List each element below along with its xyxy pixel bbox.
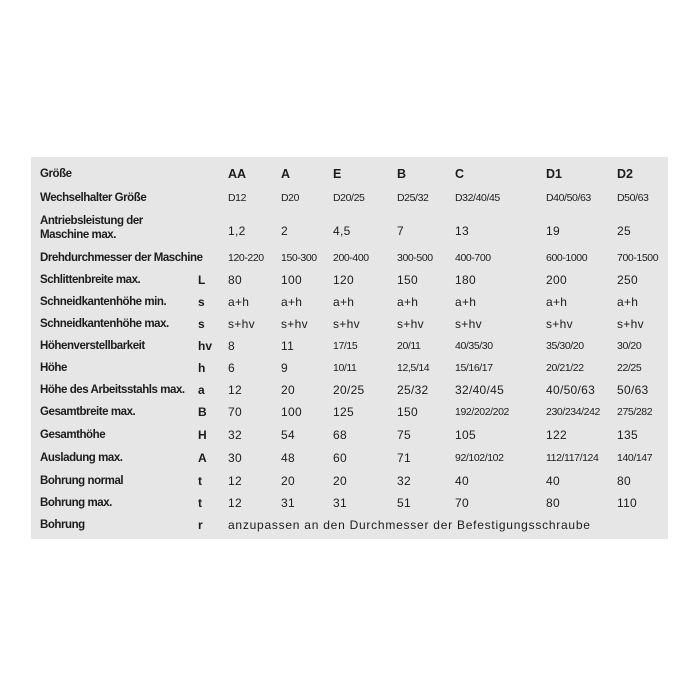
- header-label: Größe: [40, 168, 72, 180]
- row-label: Schlittenbreite max.: [40, 274, 141, 286]
- table-row: [31, 335, 668, 357]
- row-label: Bohrung max.: [40, 497, 112, 509]
- value-cell: 80: [617, 474, 631, 488]
- table-row: [31, 357, 668, 379]
- value-cell: 19: [546, 224, 560, 238]
- row-symbol: a: [198, 383, 205, 397]
- value-cell: s+hv: [617, 317, 644, 331]
- value-cell: 11: [281, 339, 295, 353]
- row-symbol: s: [198, 317, 205, 331]
- row-label: Bohrung: [40, 519, 85, 531]
- header-size-aa: AA: [228, 167, 247, 181]
- value-cell: 40/50/63: [546, 383, 596, 397]
- value-cell: 35/30/20: [546, 340, 584, 352]
- value-cell: 300-500: [397, 252, 433, 264]
- row-label: Gesamtbreite max.: [40, 406, 136, 418]
- value-cell: s+hv: [455, 317, 482, 331]
- value-cell: 122: [546, 428, 567, 442]
- row-label: Drehdurchmesser der Maschine: [40, 252, 203, 264]
- table-row: [31, 291, 668, 313]
- value-cell: a+h: [228, 295, 250, 309]
- value-cell: s+hv: [281, 317, 308, 331]
- header-size-a: A: [281, 167, 291, 181]
- value-cell: 120-220: [228, 252, 264, 264]
- table-row: [31, 213, 668, 245]
- value-cell: D12: [228, 192, 247, 204]
- value-cell: 8: [228, 339, 235, 353]
- value-cell: D40/50/63: [546, 192, 591, 204]
- header-size-c: C: [455, 167, 465, 181]
- value-cell: 180: [455, 273, 476, 287]
- value-cell: 12: [228, 474, 242, 488]
- value-cell: 32: [228, 428, 242, 442]
- row-label: Höhe des Arbeitsstahls max.: [40, 384, 185, 396]
- value-cell: 13: [455, 224, 469, 238]
- value-cell: 51: [397, 496, 411, 510]
- value-cell: s+hv: [228, 317, 255, 331]
- value-cell: 70: [455, 496, 469, 510]
- value-cell: 30: [228, 451, 242, 465]
- value-cell: D25/32: [397, 192, 429, 204]
- table-row: [31, 447, 668, 469]
- row-symbol: s: [198, 295, 205, 309]
- value-cell: a+h: [333, 295, 355, 309]
- row-symbol: L: [198, 273, 206, 287]
- row-label: Wechselhalter Größe: [40, 192, 147, 204]
- value-cell: 125: [333, 405, 354, 419]
- value-cell: 32/40/45: [455, 383, 505, 397]
- value-cell: 9: [281, 361, 288, 375]
- header-size-b: B: [397, 167, 407, 181]
- table-row: [31, 514, 668, 536]
- value-cell: 50/63: [617, 383, 649, 397]
- spanning-note: anzupassen an den Durchmesser der Befestigungsschraube: [228, 518, 591, 532]
- table-row: [31, 247, 668, 269]
- table-row: [31, 470, 668, 492]
- value-cell: 2: [281, 224, 288, 238]
- row-label: Ausladung max.: [40, 452, 123, 464]
- row-label: Bohrung normal: [40, 475, 124, 487]
- value-cell: 600-1000: [546, 252, 588, 264]
- value-cell: 25: [617, 224, 631, 238]
- value-cell: a+h: [546, 295, 568, 309]
- row-label: Höhe: [40, 362, 67, 374]
- value-cell: 120: [333, 273, 354, 287]
- value-cell: 20/25: [333, 383, 365, 397]
- value-cell: 15/16/17: [455, 362, 493, 374]
- value-cell: 12,5/14: [397, 362, 430, 374]
- value-cell: a+h: [397, 295, 419, 309]
- value-cell: 30/20: [617, 340, 642, 352]
- value-cell: 80: [228, 273, 242, 287]
- value-cell: 17/15: [333, 340, 358, 352]
- row-symbol: r: [198, 518, 203, 532]
- value-cell: 20: [281, 474, 295, 488]
- value-cell: 75: [397, 428, 411, 442]
- value-cell: D20/25: [333, 192, 365, 204]
- value-cell: 700-1500: [617, 252, 659, 264]
- header-size-d2: D2: [617, 167, 633, 181]
- value-cell: 200-400: [333, 252, 369, 264]
- table-header-row: [31, 163, 668, 185]
- row-label-line1: Antriebsleistung der: [40, 215, 143, 227]
- value-cell: 6: [228, 361, 235, 375]
- value-cell: 32: [397, 474, 411, 488]
- table-row: [31, 379, 668, 401]
- table-row: [31, 424, 668, 446]
- value-cell: 80: [546, 496, 560, 510]
- value-cell: 31: [333, 496, 347, 510]
- value-cell: 20: [333, 474, 347, 488]
- value-cell: 92/102/102: [455, 452, 504, 464]
- value-cell: s+hv: [546, 317, 573, 331]
- value-cell: 40: [455, 474, 469, 488]
- value-cell: s+hv: [333, 317, 360, 331]
- value-cell: 100: [281, 273, 302, 287]
- value-cell: 112/117/124: [546, 452, 599, 464]
- row-symbol: hv: [198, 339, 213, 353]
- value-cell: 230/234/242: [546, 406, 600, 418]
- row-label: Schneidkantenhöhe max.: [40, 318, 169, 330]
- table-row: [31, 313, 668, 335]
- value-cell: D20: [281, 192, 300, 204]
- value-cell: 20/11: [397, 340, 421, 352]
- table-row: [31, 492, 668, 514]
- value-cell: a+h: [617, 295, 639, 309]
- row-symbol: t: [198, 496, 202, 510]
- value-cell: 20: [281, 383, 295, 397]
- row-symbol: h: [198, 361, 206, 375]
- value-cell: 140/147: [617, 452, 653, 464]
- table-row: [31, 269, 668, 291]
- value-cell: 40/35/30: [455, 340, 493, 352]
- row-symbol: A: [198, 451, 207, 465]
- row-label: Höhenverstellbarkeit: [40, 340, 145, 352]
- value-cell: 54: [281, 428, 295, 442]
- value-cell: s+hv: [397, 317, 424, 331]
- value-cell: 20/21/22: [546, 362, 584, 374]
- value-cell: 1,2: [228, 224, 246, 238]
- header-size-d1: D1: [546, 167, 562, 181]
- value-cell: 100: [281, 405, 302, 419]
- value-cell: 12: [228, 383, 242, 397]
- row-label: Schneidkantenhöhe min.: [40, 296, 167, 308]
- value-cell: 31: [281, 496, 295, 510]
- value-cell: 68: [333, 428, 347, 442]
- value-cell: 70: [228, 405, 242, 419]
- value-cell: 48: [281, 451, 295, 465]
- row-label: Gesamthöhe: [40, 429, 106, 441]
- value-cell: 7: [397, 224, 404, 238]
- value-cell: D50/63: [617, 192, 649, 204]
- row-symbol: t: [198, 474, 202, 488]
- row-label-line2: Maschine max.: [40, 229, 116, 241]
- value-cell: 150: [397, 405, 418, 419]
- value-cell: 60: [333, 451, 347, 465]
- value-cell: 400-700: [455, 252, 491, 264]
- value-cell: 40: [546, 474, 560, 488]
- header-size-e: E: [333, 167, 342, 181]
- value-cell: a+h: [281, 295, 303, 309]
- value-cell: 150-300: [281, 252, 317, 264]
- value-cell: 192/202/202: [455, 406, 509, 418]
- value-cell: 12: [228, 496, 242, 510]
- spec-table: [31, 157, 668, 539]
- value-cell: 22/25: [617, 362, 642, 374]
- value-cell: 4,5: [333, 224, 351, 238]
- value-cell: 105: [455, 428, 476, 442]
- table-row: [31, 401, 668, 423]
- value-cell: 71: [397, 451, 411, 465]
- value-cell: 110: [617, 496, 638, 510]
- value-cell: 135: [617, 428, 638, 442]
- value-cell: 250: [617, 273, 638, 287]
- value-cell: 25/32: [397, 383, 429, 397]
- value-cell: 150: [397, 273, 418, 287]
- table-row: [31, 187, 668, 209]
- value-cell: a+h: [455, 295, 477, 309]
- row-symbol: H: [198, 428, 207, 442]
- value-cell: 200: [546, 273, 567, 287]
- value-cell: 10/11: [333, 362, 357, 374]
- row-symbol: B: [198, 405, 207, 419]
- value-cell: 275/282: [617, 406, 653, 418]
- value-cell: D32/40/45: [455, 192, 500, 204]
